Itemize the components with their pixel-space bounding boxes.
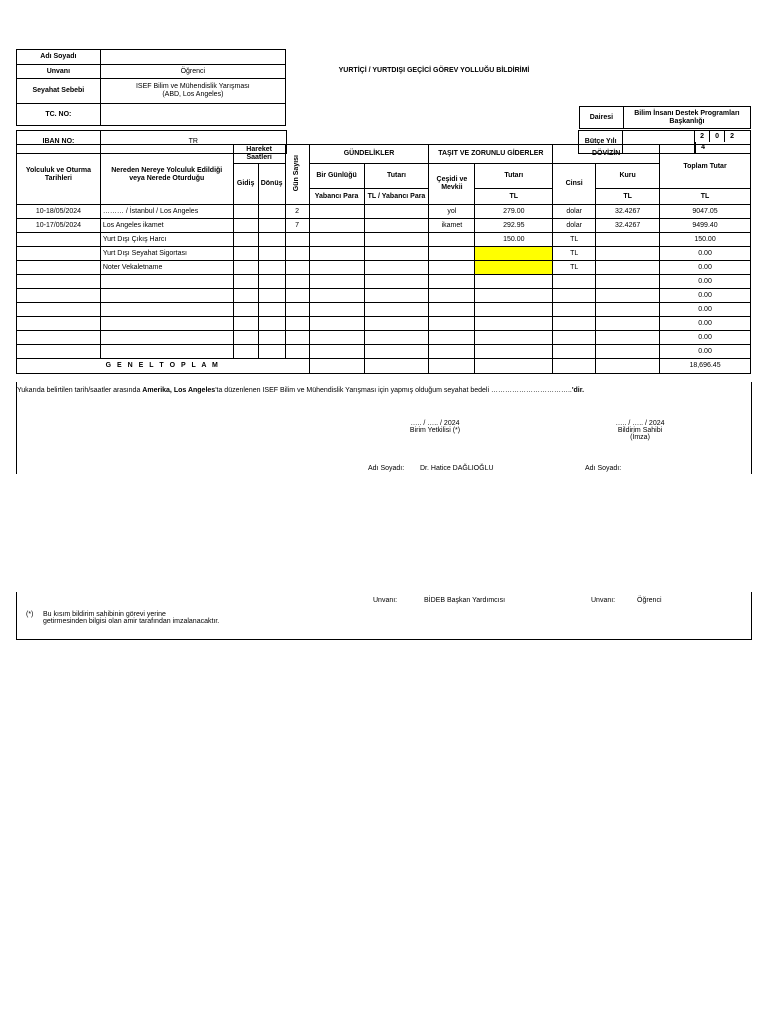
row-daily-amount[interactable] bbox=[364, 261, 429, 275]
header-total-unit: TL bbox=[660, 189, 751, 205]
row-currency[interactable]: TL bbox=[553, 247, 596, 261]
row-days[interactable] bbox=[285, 233, 309, 247]
reason-label: Seyahat Sebebi bbox=[17, 79, 101, 104]
budget-year-label: Bütçe Yılı bbox=[579, 131, 623, 154]
row-total[interactable]: 9047.05 bbox=[660, 205, 751, 219]
row-date[interactable] bbox=[17, 247, 101, 261]
header-transport: TAŞIT VE ZORUNLU GİDERLER bbox=[429, 145, 553, 164]
row-days[interactable] bbox=[285, 289, 309, 303]
row-route[interactable] bbox=[100, 345, 233, 359]
row-type[interactable] bbox=[429, 261, 475, 275]
footnote-line-1: Bu kısım bildirim sahibinin görevi yerine bbox=[43, 611, 166, 618]
row-currency[interactable]: TL bbox=[553, 261, 596, 275]
row-daily-unit[interactable] bbox=[309, 261, 364, 275]
row-currency[interactable] bbox=[553, 289, 596, 303]
row-return[interactable] bbox=[258, 345, 285, 359]
row-type[interactable] bbox=[429, 275, 475, 289]
table-row bbox=[17, 289, 751, 303]
row-type[interactable] bbox=[429, 247, 475, 261]
row-departure[interactable] bbox=[233, 275, 258, 289]
row-days[interactable] bbox=[285, 317, 309, 331]
grand-total-cell bbox=[475, 359, 553, 374]
department-table bbox=[579, 106, 751, 129]
row-departure[interactable] bbox=[233, 289, 258, 303]
row-daily-unit[interactable] bbox=[309, 247, 364, 261]
row-rate[interactable] bbox=[596, 275, 660, 289]
row-return[interactable] bbox=[258, 247, 285, 261]
row-amount[interactable] bbox=[475, 275, 553, 289]
year-digit: 4 bbox=[695, 142, 710, 153]
row-departure[interactable] bbox=[233, 219, 258, 233]
row-rate[interactable] bbox=[596, 331, 660, 345]
table-row bbox=[17, 331, 751, 345]
row-daily-amount[interactable] bbox=[364, 233, 429, 247]
right-signature-date: ….. / ….. / 2024 bbox=[615, 420, 665, 427]
row-currency[interactable] bbox=[553, 345, 596, 359]
row-amount[interactable] bbox=[475, 289, 553, 303]
row-rate[interactable] bbox=[596, 345, 660, 359]
row-daily-unit[interactable] bbox=[309, 205, 364, 219]
row-days[interactable] bbox=[285, 345, 309, 359]
row-daily-amount[interactable] bbox=[364, 345, 429, 359]
table-row bbox=[17, 261, 751, 275]
table-row bbox=[17, 303, 751, 317]
row-daily-amount[interactable] bbox=[364, 205, 429, 219]
row-currency[interactable] bbox=[553, 317, 596, 331]
row-type[interactable]: yol bbox=[429, 205, 475, 219]
row-daily-unit[interactable] bbox=[309, 303, 364, 317]
header-days: Gün Sayısı bbox=[285, 145, 309, 205]
row-rate[interactable]: 32.4267 bbox=[596, 219, 660, 233]
table-row bbox=[17, 233, 751, 247]
row-currency[interactable] bbox=[553, 331, 596, 345]
row-daily-unit[interactable] bbox=[309, 233, 364, 247]
row-date[interactable] bbox=[17, 233, 101, 247]
row-days[interactable] bbox=[285, 303, 309, 317]
footnote-line-2: getirmesinden bilgisi olan amir tarafından imzalanacaktır. bbox=[43, 618, 220, 625]
row-date[interactable] bbox=[17, 331, 101, 345]
row-route[interactable] bbox=[100, 303, 233, 317]
row-days[interactable] bbox=[285, 331, 309, 345]
table-row bbox=[17, 317, 751, 331]
department-value: Bilim İnsanı Destek Programları Başkanlığı bbox=[623, 107, 750, 129]
row-date[interactable]: 10-17/05/2024 bbox=[17, 219, 101, 233]
row-rate[interactable] bbox=[596, 261, 660, 275]
row-total[interactable]: 0.00 bbox=[660, 331, 751, 345]
row-return[interactable] bbox=[258, 303, 285, 317]
row-amount[interactable]: 292.95 bbox=[475, 219, 553, 233]
header-foreign-currency: Yabancı Para bbox=[309, 189, 364, 205]
right-title-label: Unvanı: bbox=[591, 597, 616, 604]
row-date[interactable] bbox=[17, 275, 101, 289]
header-transport-amount: Tutarı bbox=[475, 164, 553, 189]
row-route[interactable]: Yurt Dışı Çıkış Harcı bbox=[100, 233, 233, 247]
header-rate: Kuru bbox=[596, 164, 660, 189]
row-total[interactable]: 150.00 bbox=[660, 233, 751, 247]
table-row bbox=[17, 247, 751, 261]
header-currency-type: Cinsi bbox=[553, 164, 596, 205]
row-date[interactable] bbox=[17, 317, 101, 331]
row-rate[interactable] bbox=[596, 317, 660, 331]
year-digit: 2 bbox=[724, 131, 739, 142]
row-currency[interactable] bbox=[553, 303, 596, 317]
row-total[interactable]: 0.00 bbox=[660, 345, 751, 359]
row-amount[interactable] bbox=[475, 303, 553, 317]
row-amount[interactable] bbox=[475, 331, 553, 345]
row-type[interactable] bbox=[429, 233, 475, 247]
row-departure[interactable] bbox=[233, 261, 258, 275]
row-daily-unit[interactable] bbox=[309, 289, 364, 303]
row-daily-amount[interactable] bbox=[364, 303, 429, 317]
row-departure[interactable] bbox=[233, 317, 258, 331]
declaration-part-2: 'ta düzenlenen ISEF Bilim ve Mühendislik Yarışması için yapmış olduğum seyahat bedeli …………………………….. bbox=[215, 387, 572, 394]
row-total[interactable]: 0.00 bbox=[660, 317, 751, 331]
row-daily-amount[interactable] bbox=[364, 289, 429, 303]
declaration-text bbox=[17, 387, 747, 394]
header-daily-amount: Tutarı bbox=[364, 164, 429, 189]
row-currency[interactable]: TL bbox=[553, 233, 596, 247]
table-row bbox=[17, 219, 751, 233]
left-name-value: Dr. Hatice DAĞLIOĞLU bbox=[420, 465, 494, 472]
header-route: Nereden Nereye Yolculuk Edildiği veya Nerede Oturduğu bbox=[100, 145, 233, 205]
right-signature-role: Bildirim Sahibi bbox=[617, 427, 663, 434]
row-date[interactable] bbox=[17, 289, 101, 303]
name-label: Adı Soyadı bbox=[17, 50, 101, 65]
row-route[interactable]: Yurt Dışı Seyahat Sigortası bbox=[100, 247, 233, 261]
row-amount[interactable]: 150.00 bbox=[475, 233, 553, 247]
row-total[interactable]: 9499.40 bbox=[660, 219, 751, 233]
row-type[interactable]: ikamet bbox=[429, 219, 475, 233]
row-date[interactable]: 10-18/05/2024 bbox=[17, 205, 101, 219]
header-currency: DÖVİZİN bbox=[553, 145, 660, 164]
row-departure[interactable] bbox=[233, 247, 258, 261]
row-total[interactable]: 0.00 bbox=[660, 261, 751, 275]
year-digit: 2 bbox=[700, 133, 704, 140]
left-title-label: Unvanı: bbox=[373, 597, 398, 604]
row-date[interactable] bbox=[17, 345, 101, 359]
title-value[interactable]: Öğrenci bbox=[100, 65, 285, 79]
title-label: Unvanı bbox=[17, 65, 101, 79]
expense-table bbox=[16, 144, 751, 374]
header-daily: GÜNDELİKLER bbox=[309, 145, 429, 164]
row-total[interactable]: 0.00 bbox=[660, 275, 751, 289]
header-daily-unit: Bir Günlüğü bbox=[309, 164, 364, 189]
row-amount[interactable] bbox=[475, 345, 553, 359]
row-currency[interactable] bbox=[553, 275, 596, 289]
row-return[interactable] bbox=[258, 289, 285, 303]
left-name-label: Adı Soyadı: bbox=[368, 465, 405, 472]
row-route[interactable]: Los Angeles ikamet bbox=[100, 219, 233, 233]
row-route[interactable] bbox=[100, 331, 233, 345]
table-row bbox=[17, 345, 751, 359]
row-total[interactable]: 0.00 bbox=[660, 303, 751, 317]
table-row bbox=[17, 275, 751, 289]
left-signature-date: ….. / ….. / 2024 bbox=[410, 420, 460, 427]
row-rate[interactable] bbox=[596, 289, 660, 303]
header-tl-foreign: TL / Yabancı Para bbox=[364, 189, 429, 205]
footnote-marker: (*) bbox=[26, 611, 34, 618]
row-departure[interactable] bbox=[233, 303, 258, 317]
row-date[interactable] bbox=[17, 303, 101, 317]
row-days[interactable]: 2 bbox=[285, 205, 309, 219]
iban-label: IBAN NO: bbox=[17, 131, 101, 154]
name-value[interactable] bbox=[100, 50, 285, 65]
row-return[interactable] bbox=[258, 261, 285, 275]
row-daily-amount[interactable] bbox=[364, 247, 429, 261]
row-daily-amount[interactable] bbox=[364, 275, 429, 289]
row-days[interactable] bbox=[285, 275, 309, 289]
row-departure[interactable] bbox=[233, 205, 258, 219]
row-rate[interactable] bbox=[596, 233, 660, 247]
row-amount[interactable] bbox=[475, 317, 553, 331]
row-return[interactable] bbox=[258, 317, 285, 331]
row-currency[interactable]: dolar bbox=[553, 219, 596, 233]
row-return[interactable] bbox=[258, 219, 285, 233]
row-total[interactable]: 0.00 bbox=[660, 289, 751, 303]
grand-total-label: G E N E L T O P L A M bbox=[17, 359, 310, 374]
row-rate[interactable] bbox=[596, 303, 660, 317]
grand-total-cell bbox=[364, 359, 429, 374]
row-type[interactable] bbox=[429, 345, 475, 359]
header-return: Dönüş bbox=[258, 164, 285, 205]
personal-info-table bbox=[16, 49, 286, 126]
row-amount[interactable]: 279.00 bbox=[475, 205, 553, 219]
row-return[interactable] bbox=[258, 205, 285, 219]
grand-total-cell bbox=[553, 359, 596, 374]
row-daily-amount[interactable] bbox=[364, 219, 429, 233]
row-days[interactable] bbox=[285, 247, 309, 261]
row-route[interactable] bbox=[100, 317, 233, 331]
header-departure: Gidiş bbox=[233, 164, 258, 205]
row-daily-unit[interactable] bbox=[309, 275, 364, 289]
row-route[interactable] bbox=[100, 289, 233, 303]
footnote-text bbox=[43, 611, 219, 625]
expense-rows bbox=[17, 205, 751, 359]
grand-total-cell bbox=[309, 359, 364, 374]
table-row bbox=[17, 205, 751, 219]
left-signature-block bbox=[380, 420, 490, 434]
header-movement: Hareket Saatleri bbox=[233, 145, 285, 164]
row-date[interactable] bbox=[17, 261, 101, 275]
row-daily-unit[interactable] bbox=[309, 345, 364, 359]
right-title-value: Öğrenci bbox=[637, 597, 662, 604]
row-daily-unit[interactable] bbox=[309, 331, 364, 345]
header-tl: TL bbox=[475, 189, 553, 205]
tc-value[interactable] bbox=[100, 104, 285, 126]
row-rate[interactable] bbox=[596, 247, 660, 261]
header-type-place: Çeşidi ve Mevkii bbox=[429, 164, 475, 205]
header-rate-unit: TL bbox=[596, 189, 660, 205]
row-total[interactable]: 0.00 bbox=[660, 247, 751, 261]
grand-total-cell bbox=[429, 359, 475, 374]
row-amount[interactable] bbox=[475, 261, 553, 275]
reason-line-2: (ABD, Los Angeles) bbox=[162, 91, 224, 98]
row-type[interactable] bbox=[429, 289, 475, 303]
row-type[interactable] bbox=[429, 317, 475, 331]
iban-value[interactable]: TR bbox=[100, 131, 286, 154]
declaration-end: 'dir. bbox=[571, 387, 585, 394]
header-total: Toplam Tutar bbox=[660, 145, 751, 189]
row-departure[interactable] bbox=[233, 345, 258, 359]
left-signature-role: Birim Yetkilisi (*) bbox=[409, 427, 461, 434]
row-route[interactable] bbox=[100, 275, 233, 289]
row-days[interactable] bbox=[285, 261, 309, 275]
row-return[interactable] bbox=[258, 331, 285, 345]
declaration-location: Amerika, Los Angeles bbox=[142, 387, 216, 394]
row-type[interactable] bbox=[429, 331, 475, 345]
row-departure[interactable] bbox=[233, 331, 258, 345]
row-route[interactable]: ……… / İstanbul / Los Angeles bbox=[100, 205, 233, 219]
row-daily-unit[interactable] bbox=[309, 219, 364, 233]
row-currency[interactable]: dolar bbox=[553, 205, 596, 219]
reason-value[interactable] bbox=[100, 79, 285, 104]
row-daily-amount[interactable] bbox=[364, 331, 429, 345]
row-return[interactable] bbox=[258, 275, 285, 289]
department-label: Dairesi bbox=[580, 107, 624, 129]
header-travel-dates: Yolculuk ve Oturma Tarihleri bbox=[17, 145, 101, 205]
row-rate[interactable]: 32.4267 bbox=[596, 205, 660, 219]
row-amount[interactable] bbox=[475, 247, 553, 261]
row-route[interactable]: Noter Vekaletname bbox=[100, 261, 233, 275]
row-type[interactable] bbox=[429, 303, 475, 317]
right-name-label: Adı Soyadı: bbox=[585, 465, 622, 472]
left-title-value: BİDEB Başkan Yardımcısı bbox=[424, 597, 506, 604]
tc-label: TC. NO: bbox=[17, 104, 101, 126]
grand-total-cell bbox=[596, 359, 660, 374]
row-daily-amount[interactable] bbox=[364, 317, 429, 331]
grand-total-value: 18,696.45 bbox=[660, 359, 751, 374]
declaration-part-1: Yukarıda belirtilen tarih/saatler arasında bbox=[17, 387, 143, 394]
right-signature-sign: (İmza) bbox=[630, 434, 650, 441]
form-title: YURTİÇİ / YURTDIŞI GEÇİCİ GÖREV YOLLUĞU BİLDİRİMİ bbox=[338, 67, 530, 74]
row-days[interactable]: 7 bbox=[285, 219, 309, 233]
row-departure[interactable] bbox=[233, 233, 258, 247]
row-return[interactable] bbox=[258, 233, 285, 247]
year-digit: 0 bbox=[709, 131, 724, 142]
reason-line-1: ISEF Bilim ve Mühendislik Yarışması bbox=[135, 83, 250, 90]
right-signature-block bbox=[590, 420, 690, 441]
row-daily-unit[interactable] bbox=[309, 317, 364, 331]
